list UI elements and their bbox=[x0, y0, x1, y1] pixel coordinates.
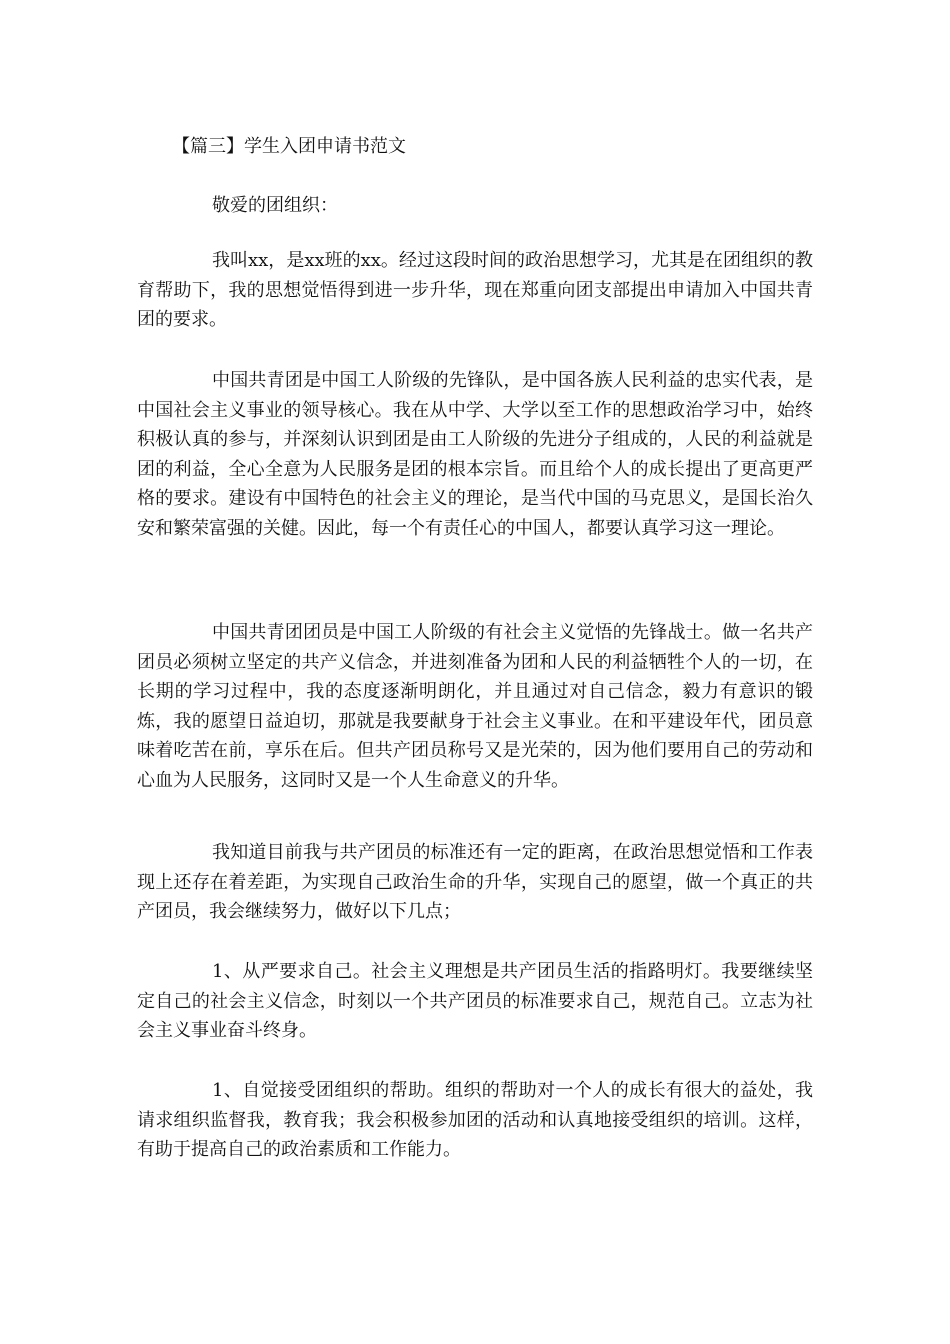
paragraph-4: 我知道目前我与共产团员的标准还有一定的距离，在政治思想觉悟和工作表现上还存在着差距，为实现自己政治生命的升华，实现自己的愿望，做一个真正的共产团员，我会继续努力，做好以下几点； bbox=[137, 842, 813, 922]
paragraph-6: 1、自觉接受团组织的帮助。组织的帮助对一个人的成长有很大的益处，我请求组织监督我，教育我；我会积极参加团的活动和认真地接受组织的培训。这样，有助于提高自己的政治素质和工作能力。 bbox=[137, 1080, 813, 1160]
paragraph-2: 中国共青团是中国工人阶级的先锋队，是中国各族人民利益的忠实代表，是中国社会主义事业的领导核心。我在从中学、大学以至工作的思想政治学习中，始终积极认真的参与，并深刻认识到团是由工人阶级的先进分子组成的，人民的利益就是团的利益，全心全意为人民服务是团的根本宗旨。而且给个人的成长提出了更高更严格的要求。建设有中国特色的社会主义的理论，是当代中国的马克思义，是国长治久安和繁荣富强的关健。因此，每一个有责任心的中国人，都要认真学习这一理论。 bbox=[137, 370, 813, 539]
document-title: 【篇三】学生入团申请书范文 bbox=[172, 136, 406, 157]
salutation: 敬爱的团组织： bbox=[212, 195, 338, 216]
paragraph-5: 1、从严要求自己。社会主义理想是共产团员生活的指路明灯。我要继续坚定自己的社会主义信念，时刻以一个共产团员的标准要求自己，规范自己。立志为社会主义事业奋斗终身。 bbox=[137, 961, 813, 1041]
paragraph-1: 我叫xx，是xx班的xx。经过这段时间的政治思想学习，尤其是在团组织的教育帮助下，我的思想觉悟得到进一步升华，现在郑重向团支部提出申请加入中国共青团的要求。 bbox=[137, 250, 813, 330]
paragraph-3: 中国共青团团员是中国工人阶级的有社会主义觉悟的先锋战士。做一名共产团员必须树立坚定的共产义信念，并进刻准备为团和人民的利益牺牲个人的一切，在长期的学习过程中，我的态度逐渐明朗化，并且通过对自己信念，毅力有意识的锻炼，我的愿望日益迫切，那就是我要献身于社会主义事业。在和平建设年代，团员意味着吃苦在前，享乐在后。但共产团员称号又是光荣的，因为他们要用自己的劳动和心血为人民服务，这同时又是一个人生命意义的升华。 bbox=[137, 622, 813, 791]
